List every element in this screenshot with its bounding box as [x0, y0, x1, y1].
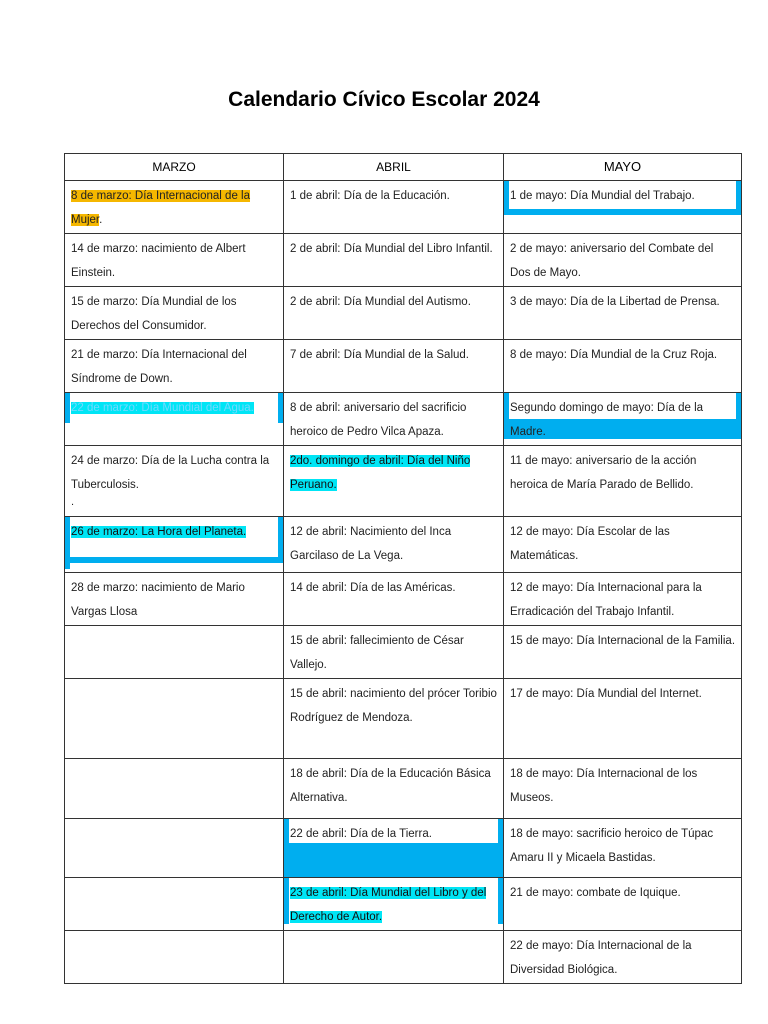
cell-marzo: [65, 931, 284, 984]
cell-mayo: [504, 287, 742, 340]
table-header-row: [65, 154, 742, 181]
event-text: 26 de marzo: La Hora del Planeta.: [71, 526, 247, 538]
cell-abril: [284, 181, 504, 234]
cell-mayo: [504, 181, 742, 234]
event-text: 18 de mayo: sacrificio heroico de Túpac Amaru II y Micaela Bastidas.: [510, 828, 714, 864]
cell-mayo: [504, 573, 742, 626]
cell-abril: [284, 679, 504, 759]
cell-abril: [284, 517, 504, 573]
event-text: 12 de abril: Nacimiento del Inca Garcilaso de La Vega.: [290, 526, 452, 562]
civic-calendar-table: [64, 153, 742, 984]
table-row: [65, 393, 742, 446]
event-text: 22 de mayo: Día Internacional de la Diversidad Biológica.: [510, 940, 692, 976]
cell-abril: [284, 573, 504, 626]
event-text: 21 de mayo: combate de Iquique.: [510, 887, 681, 899]
cell-mayo: [504, 517, 742, 573]
cell-mayo: [504, 393, 742, 446]
cell-mayo: [504, 679, 742, 759]
cell-abril: [284, 819, 504, 878]
event-text: 1 de abril: Día de la Educación.: [290, 190, 450, 202]
highlight-bar: [65, 393, 70, 423]
cell-mayo: [504, 234, 742, 287]
cell-mayo: [504, 878, 742, 931]
cell-marzo: [65, 573, 284, 626]
cell-marzo: [65, 517, 284, 573]
event-text: 15 de mayo: Día Internacional de la Familia.: [510, 635, 736, 647]
table-row: [65, 626, 742, 679]
highlight-bar: [65, 557, 283, 563]
header-mayo: MAYO: [504, 154, 742, 181]
cell-marzo: [65, 287, 284, 340]
header-abril: ABRIL: [284, 154, 504, 181]
event-text: 8 de marzo: Día Internacional de la Mujer: [71, 190, 250, 226]
event-text: 2 de abril: Día Mundial del Autismo.: [290, 296, 471, 308]
table-row: [65, 759, 742, 819]
highlight-bar: [504, 209, 741, 215]
table-row: [65, 517, 742, 573]
table-row: [65, 340, 742, 393]
cell-marzo: [65, 878, 284, 931]
cell-marzo: [65, 340, 284, 393]
event-text: 18 de mayo: Día Internacional de los Museos.: [510, 768, 698, 804]
cell-marzo: [65, 234, 284, 287]
cell-abril: [284, 446, 504, 517]
event-text: 28 de marzo: nacimiento de Mario Vargas Llosa: [71, 582, 245, 618]
cell-abril: [284, 759, 504, 819]
event-text: Segundo domingo de mayo: Día de la Madre.: [510, 402, 704, 438]
table-row: [65, 573, 742, 626]
event-text: 3 de mayo: Día de la Libertad de Prensa.: [510, 296, 720, 308]
event-text: 7 de abril: Día Mundial de la Salud.: [290, 349, 469, 361]
event-text: 23 de abril: Día Mundial del Libro y del Derecho de Autor.: [290, 887, 487, 923]
cell-abril: [284, 393, 504, 446]
cell-abril: [284, 931, 504, 984]
event-text: 2 de abril: Día Mundial del Libro Infantil.: [290, 243, 493, 255]
event-text: 15 de abril: nacimiento del prócer Toribio Rodríguez de Mendoza.: [290, 688, 497, 724]
highlight-bar: [278, 393, 283, 423]
event-text: 12 de mayo: Día Internacional para la Erradicación del Trabajo Infantil.: [510, 582, 702, 618]
cell-abril: [284, 287, 504, 340]
highlight-bar: [498, 878, 503, 924]
cell-mayo: [504, 626, 742, 679]
event-text: 18 de abril: Día de la Educación Básica Alternativa.: [290, 768, 491, 804]
table-row: [65, 446, 742, 517]
event-text: 14 de marzo: nacimiento de Albert Einstein.: [71, 243, 246, 279]
cell-mayo: [504, 759, 742, 819]
cell-marzo: [65, 759, 284, 819]
cell-mayo: [504, 340, 742, 393]
cell-marzo: [65, 393, 284, 446]
cell-abril: [284, 234, 504, 287]
highlight-bar: [284, 878, 289, 924]
table-row: [65, 931, 742, 984]
event-text: 1 de mayo: Día Mundial del Trabajo.: [510, 190, 695, 202]
event-text: 22 de abril: Día de la Tierra.: [290, 828, 432, 840]
cell-abril: [284, 878, 504, 931]
table-row: [65, 819, 742, 878]
cell-abril: [284, 626, 504, 679]
document-title: Calendario Cívico Escolar 2024: [228, 88, 540, 111]
header-marzo: MARZO: [65, 154, 284, 181]
cell-marzo: [65, 446, 284, 517]
event-text: 8 de mayo: Día Mundial de la Cruz Roja.: [510, 349, 718, 361]
cell-marzo: [65, 181, 284, 234]
event-text: 22 de marzo: Día Mundial del Agua.: [71, 402, 254, 414]
stray-period: .: [71, 496, 75, 508]
event-text: 14 de abril: Día de las Américas.: [290, 582, 456, 594]
cell-marzo: [65, 679, 284, 759]
cell-mayo: [504, 446, 742, 517]
event-text: 21 de marzo: Día Internacional del Síndrome de Down.: [71, 349, 247, 385]
highlight-bar: [284, 843, 503, 877]
event-text-suffix: .: [99, 214, 103, 226]
event-text: 2 de mayo: aniversario del Combate del Dos de Mayo.: [510, 243, 714, 279]
event-text: 24 de marzo: Día de la Lucha contra la Tuberculosis.: [71, 455, 270, 491]
event-text: 15 de marzo: Día Mundial de los Derechos del Consumidor.: [71, 296, 237, 332]
event-text: 17 de mayo: Día Mundial del Internet.: [510, 688, 702, 700]
cell-marzo: [65, 626, 284, 679]
table-row: [65, 181, 742, 234]
cell-abril: [284, 340, 504, 393]
event-text: 11 de mayo: aniversario de la acción heroica de María Parado de Bellido.: [510, 455, 697, 491]
cell-marzo: [65, 819, 284, 878]
table-row: [65, 287, 742, 340]
table-row: [65, 679, 742, 759]
event-text: 15 de abril: fallecimiento de César Vallejo.: [290, 635, 464, 671]
event-text: 2do. domingo de abril: Día del Niño Peruano.: [290, 455, 471, 491]
event-text: 8 de abril: aniversario del sacrificio heroico de Pedro Vilca Apaza.: [290, 402, 467, 438]
table-row: [65, 234, 742, 287]
table-row: [65, 878, 742, 931]
event-text: 12 de mayo: Día Escolar de las Matemáticas.: [510, 526, 670, 562]
cell-mayo: [504, 931, 742, 984]
cell-mayo: [504, 819, 742, 878]
